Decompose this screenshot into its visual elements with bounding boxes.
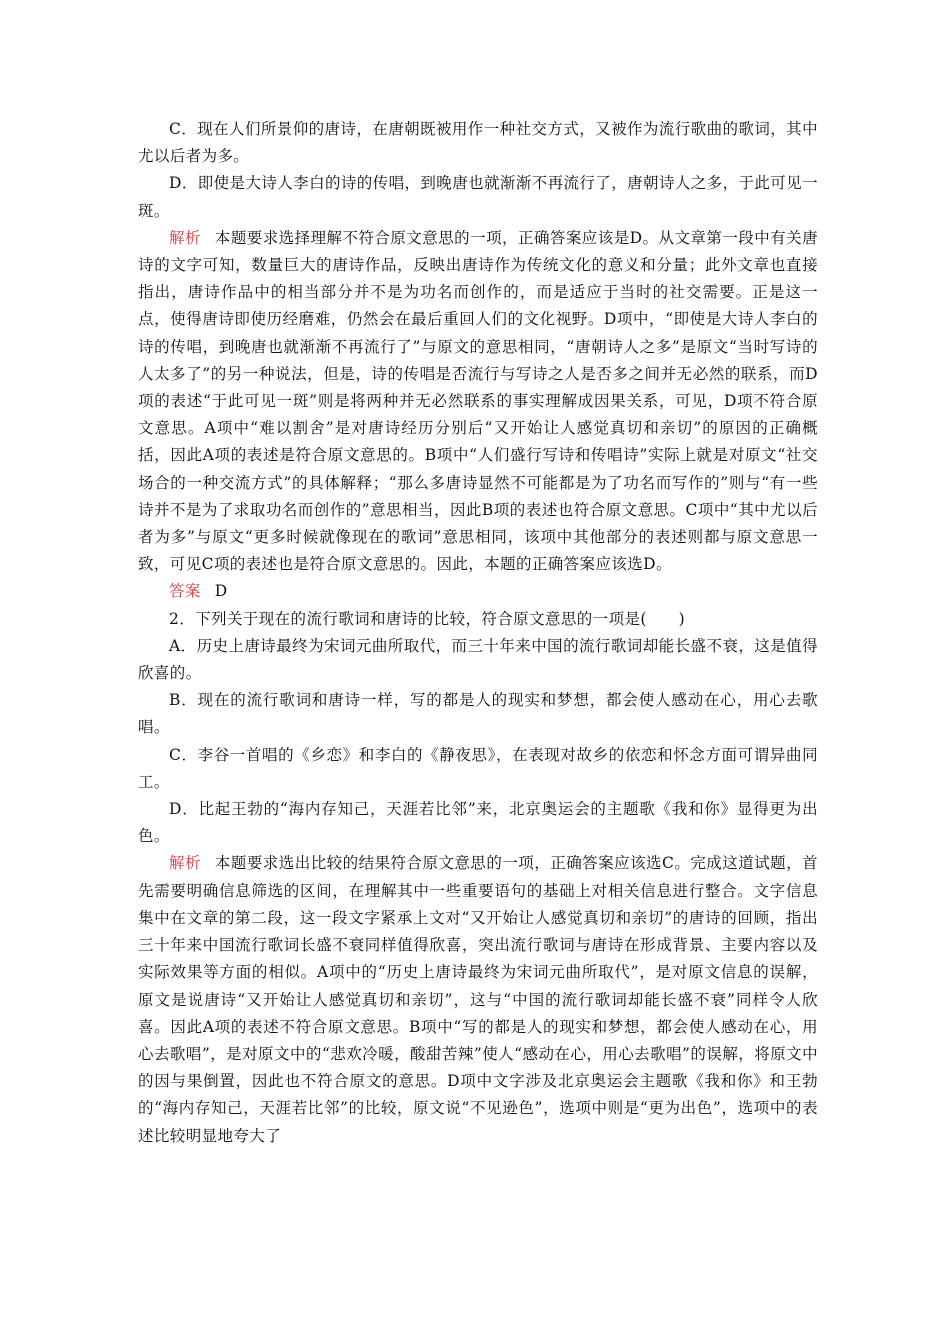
answer-label: 答案	[169, 582, 201, 601]
option-c-q2: C．李谷一首唱的《乡恋》和李白的《静夜思》，在表现对故乡的依恋和怀念方面可谓异曲同工。	[138, 745, 818, 791]
question-2-stem: 2．下列关于现在的流行歌词和唐诗的比较，符合原文意思的一项是( )	[169, 609, 686, 628]
option-c-q1: C．现在人们所景仰的唐诗，在唐朝既被用作一种社交方式，又被作为流行歌曲的歌词，其中尤以后者为多。	[138, 120, 818, 166]
analysis-q1-text: 本题要求选择理解不符合原文意思的一项，正确答案应该是D。从文章第一段中有关唐诗的文字可知，数量巨大的唐诗作品，反映出唐诗作为传统文化的意义和分量；此外文章也直接指出，唐诗作品中的相当部分并不是为功名而创作的，而是适应于当时的社交需要。正是这一点，使得唐诗即使历经磨难，仍然会在最后重回人们的文化视野。D项中，“即使是大诗人李白的诗的传唱，到晚唐也就渐渐不再流行了”与原文的意思相同，“唐朝诗人之多”是原文“当时写诗的人太多了”的另一种说法，但是，诗的传唱是否流行与写诗之人是否多之间并无必然的联系，而D项的表述“于此可见一斑”则是将两种并无必然联系的事实理解成因果关系，可见，D项不符合原文意思。A项中“难以割舍”是对唐诗经历分别后“又开始让人感觉真切和亲切”的原因的正确概括，因此A项的表述是符合原文意思的。B项中“人们盛行写诗和传唱诗”实际上就是对原文“社交场合的一种交流方式”的具体解释；“那么多唐诗显然不可能都是为了功名而写作的”则与“有一些诗并不是为了求取功名而创作的”意思相当，因此B项的表述也符合原文意思。C项中“其中尤以后者为多”与原文“更多时候就像现在的歌词”意思相同，该项中其他部分的表述则都与原文意思一致，可见C项的表述也是符合原文意思的。因此，本题的正确答案应该选D。	[138, 228, 818, 574]
answer-value: D	[214, 582, 228, 601]
option-a-q2: A．历史上唐诗最终为宋词元曲所取代，而三十年来中国的流行歌词却能长盛不衰，这是值得欣喜的。	[138, 636, 818, 683]
analysis-q1	[138, 225, 818, 579]
option-b-q2: B．现在的流行歌词和唐诗一样，写的都是人的现实和梦想，都会使人感动在心，用心去歌唱。	[138, 691, 818, 737]
answer-q1	[138, 578, 818, 605]
analysis-label: 解析	[169, 854, 201, 873]
option-d-q2: D．比起王勃的“海内存知己，天涯若比邻”来，北京奥运会的主题歌《我和你》显得更为出色。	[138, 800, 818, 846]
analysis-label: 解析	[169, 228, 201, 247]
document-page	[138, 116, 818, 1150]
option-d-q1: D．即使是大诗人李白的诗的传唱，到晚唐也就渐渐不再流行了，唐朝诗人之多，于此可见一斑。	[138, 174, 818, 220]
analysis-q2	[138, 850, 818, 1149]
analysis-q2-text: 本题要求选出比较的结果符合原文意思的一项，正确答案应该选C。完成这道试题，首先需要明确信息筛选的区间，在理解其中一些重要语句的基础上对相关信息进行整合。文字信息集中在文章的第二段，这一段文字紧承上文对“又开始让人感觉真切和亲切”的唐诗的回顾，指出三十年来中国流行歌词长盛不衰同样值得欣喜，突出流行歌词与唐诗在形成背景、主要内容以及实际效果等方面的相似。A项中的“历史上唐诗最终为宋词元曲所取代”，是对原文信息的误解，原文是说唐诗“又开始让人感觉真切和亲切”，这与“中国的流行歌词却能长盛不衰”同样令人欣喜。因此A项的表述不符合原文意思。B项中“写的都是人的现实和梦想，都会使人感动在心，用心去歌唱”，是对原文中的“悲欢冷暖，酸甜苦辣”使人“感动在心，用心去歌唱”的误解，将原文中的因与果倒置，因此也不符合原文的意思。D项中文字涉及北京奥运会主题歌《我和你》和王勃的“海内存知己，天涯若比邻”的比较，原文说“不见逊色”，选项中则是“更为出色”，选项中的表述比较明显地夸大了	[138, 854, 819, 1145]
